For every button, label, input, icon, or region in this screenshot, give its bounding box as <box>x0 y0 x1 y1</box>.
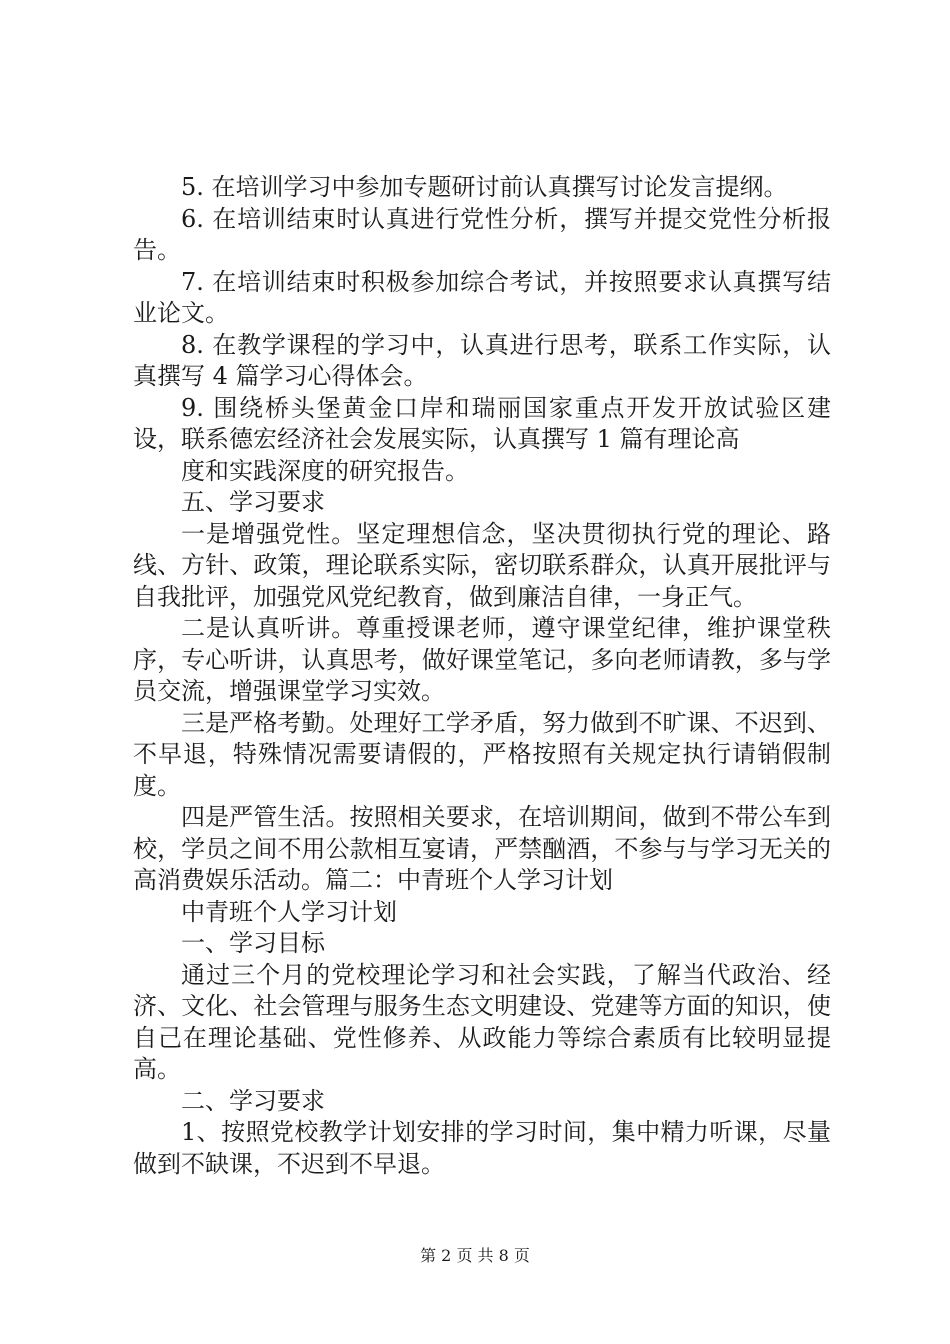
section-heading-study-requirements-2: 二、学习要求 <box>181 1086 325 1115</box>
paragraph-listen-carefully: 二是认真听讲。尊重授课老师，遵守课堂纪律，维护课堂秩序，专心听讲，认真思考，做好课堂笔记，多向老师请教，多与学员交流，增强课堂学习实效。 <box>133 614 831 705</box>
section-title-personal-study-plan: 中青班个人学习计划 <box>181 897 397 926</box>
paragraph-study-goals: 通过三个月的党校理论学习和社会实践，了解当代政治、经济、文化、社会管理与服务生态文明建设、党建等方面的知识，使自己在理论基础、党性修养、从政能力等综合素质有比较明显提高。 <box>133 960 831 1083</box>
document-body <box>133 172 831 1180</box>
paragraph-item-9: 9. 围绕桥头堡黄金口岸和瑞丽国家重点开发开放试验区建设，联系德宏经济社会发展实际，认真撰写 1 篇有理论高 <box>133 393 831 453</box>
paragraph-item-7: 7. 在培训结束时积极参加综合考试，并按照要求认真撰写结业论文。 <box>133 267 831 327</box>
paragraph-requirement-1: 1、按照党校教学计划安排的学习时间，集中精力听课，尽量做到不缺课，不迟到不早退。 <box>133 1118 831 1178</box>
page-number-footer: 第 2 页 共 8 页 <box>420 1246 530 1265</box>
paragraph-strict-life: 四是严管生活。按照相关要求，在培训期间，做到不带公车到校，学员之间不用公款相互宴请，严禁酗酒，不参与与学习无关的高消费娱乐活动。篇二：中青班个人学习计划 <box>133 803 831 894</box>
paragraph-item-6: 6. 在培训结束时认真进行党性分析，撰写并提交党性分析报告。 <box>133 204 831 264</box>
paragraph-strict-attendance: 三是严格考勤。处理好工学矛盾，努力做到不旷课、不迟到、不早退，特殊情况需要请假的，严格按照有关规定执行请销假制度。 <box>133 708 831 800</box>
paragraph-strengthen-party-spirit: 一是增强党性。坚定理想信念，坚决贯彻执行党的理论、路线、方针、政策，理论联系实际，密切联系群众，认真开展批评与自我批评，加强党风党纪教育，做到廉洁自律，一身正气。 <box>133 519 831 611</box>
section-heading-study-requirements: 五、学习要求 <box>181 488 325 516</box>
paragraph-item-8: 8. 在教学课程的学习中，认真进行思考，联系工作实际，认真撰写 4 篇学习心得体会。 <box>133 330 831 390</box>
section-heading-study-goals: 一、学习目标 <box>181 929 325 957</box>
paragraph-item-5: 5. 在培训学习中参加专题研讨前认真撰写讨论发言提纲。 <box>181 173 788 201</box>
paragraph-item-9-continued: 度和实践深度的研究报告。 <box>181 456 469 485</box>
